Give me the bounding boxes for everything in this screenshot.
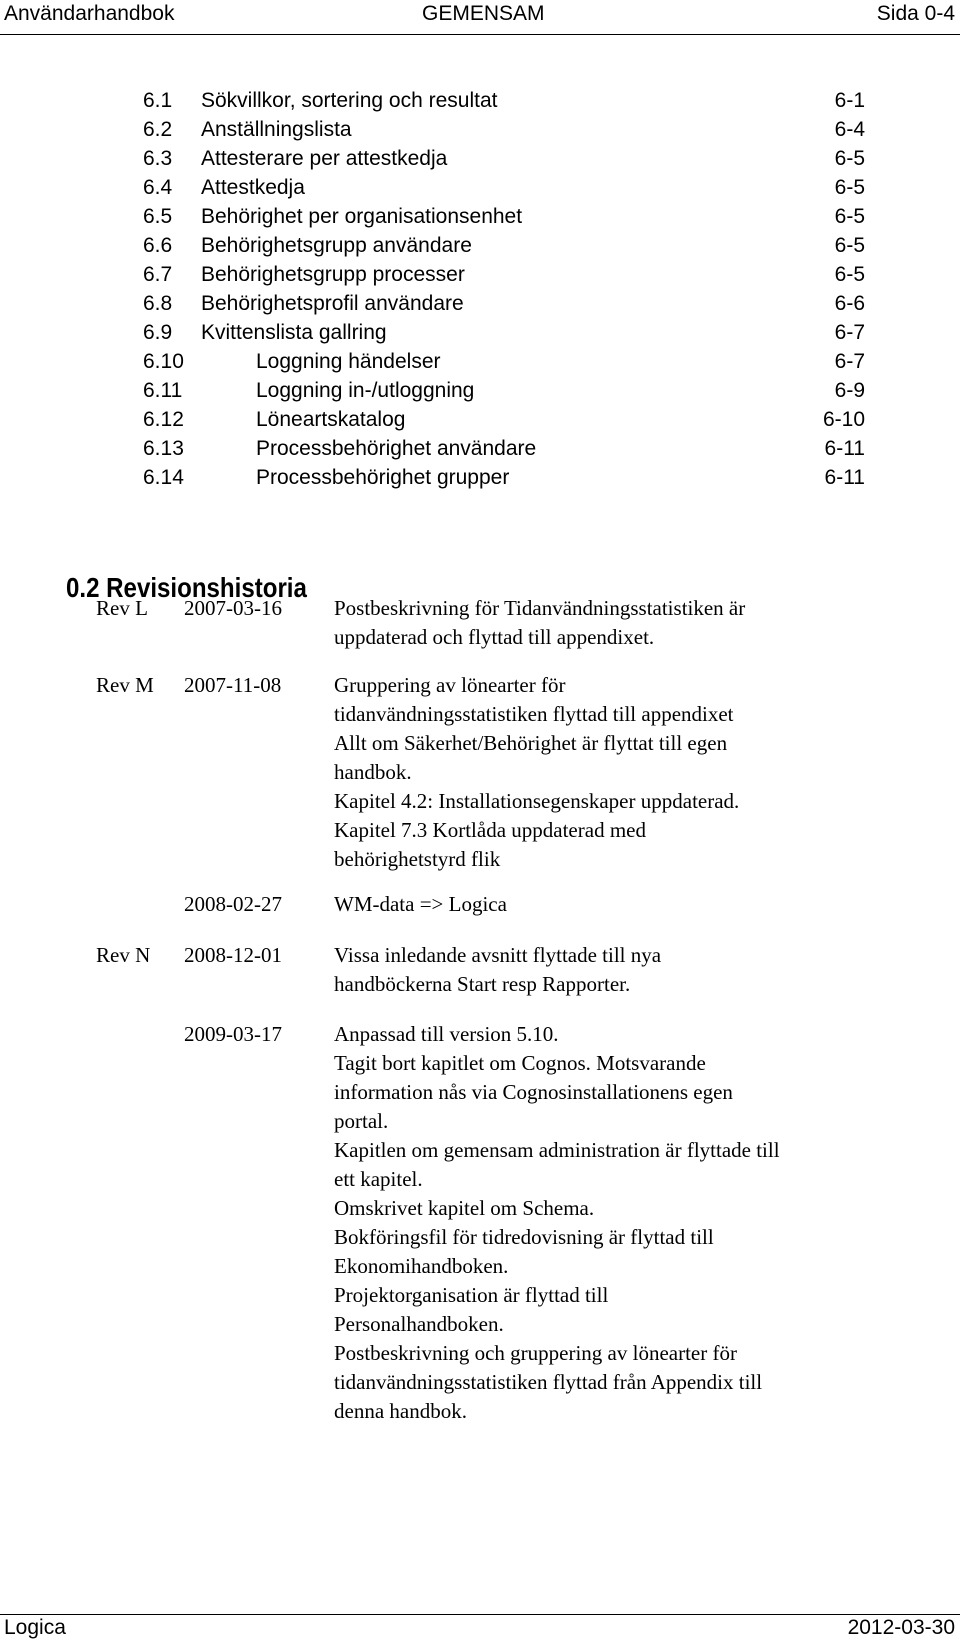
toc-entry-page: 6-5: [834, 234, 865, 257]
table-of-contents: [0, 86, 960, 492]
revision-date: 2009-03-17: [184, 1022, 282, 1046]
toc-entry-page: 6-5: [834, 205, 865, 228]
toc-entry-number: 6.14: [143, 466, 184, 489]
revision-description-line: WM-data => Logica: [334, 892, 507, 916]
toc-entry-number: 6.4: [143, 176, 173, 199]
toc-entry-title: Loggning händelser: [256, 350, 441, 373]
toc-entry-number: 6.10: [143, 350, 184, 373]
toc-entry-title: Behörighetsprofil användare: [201, 292, 464, 315]
toc-entry[interactable]: [0, 405, 960, 434]
revision-description-line: information nås via Cognosinstallationens egen: [334, 1080, 733, 1104]
revision-description-line: Tagit bort kapitlet om Cognos. Motsvarande: [334, 1051, 706, 1075]
revision-description-line: Ekonomihandboken.: [334, 1254, 509, 1278]
toc-entry-number: 6.13: [143, 437, 184, 460]
revision-description-line: Vissa inledande avsnitt flyttade till nya: [334, 943, 662, 967]
toc-entry[interactable]: [0, 260, 960, 289]
revision-description-line: behörighetstyrd flik: [334, 847, 501, 871]
header-page-number: Sida 0-4: [876, 2, 955, 25]
toc-entry[interactable]: [0, 115, 960, 144]
revision-description: [334, 671, 874, 874]
toc-entry[interactable]: [0, 173, 960, 202]
toc-entry-number: 6.9: [143, 321, 173, 344]
toc-entry-number: 6.7: [143, 263, 173, 286]
toc-entry[interactable]: [0, 434, 960, 463]
revision-description-line: Kapitlen om gemensam administration är flyttade till: [334, 1138, 780, 1162]
toc-entry[interactable]: [0, 376, 960, 405]
revision-date: 2008-02-27: [184, 892, 282, 916]
toc-entry-page: 6-11: [824, 437, 865, 460]
toc-entry-title: Attesterare per attestkedja: [201, 147, 448, 170]
toc-entry[interactable]: [0, 144, 960, 173]
revision-label: Rev L: [96, 596, 148, 620]
revision-description-line: uppdaterad och flyttad till appendixet.: [334, 625, 655, 649]
revision-description-line: Bokföringsfil för tidredovisning är flyttad till: [334, 1225, 714, 1249]
toc-entry-title: Processbehörighet användare: [256, 437, 537, 460]
header-divider: [0, 34, 960, 35]
toc-entry-number: 6.8: [143, 292, 173, 315]
footer-date: 2012-03-30: [847, 1616, 955, 1639]
footer-divider: [0, 1614, 960, 1615]
footer-company: Logica: [4, 1616, 66, 1639]
revision-description-line: tidanvändningsstatistiken flyttad till appendixet: [334, 702, 734, 726]
toc-entry-title: Löneartskatalog: [256, 408, 406, 431]
revision-label: Rev M: [96, 673, 154, 697]
revision-description-line: denna handbok.: [334, 1399, 467, 1423]
revision-description: [334, 1020, 874, 1426]
revision-history-heading: 0.2 Revisionshistoria: [66, 572, 307, 603]
revision-description-line: Personalhandboken.: [334, 1312, 504, 1336]
toc-entry-page: 6-7: [834, 321, 865, 344]
toc-entry-number: 6.6: [143, 234, 173, 257]
toc-entry-title: Kvittenslista gallring: [201, 321, 387, 344]
revision-description-line: tidanvändningsstatistiken flyttad från Appendix till: [334, 1370, 763, 1394]
toc-entry-number: 6.3: [143, 147, 173, 170]
toc-entry-page: 6-7: [834, 350, 865, 373]
revision-label: Rev N: [96, 943, 151, 967]
toc-entry-page: 6-6: [834, 292, 865, 315]
revision-description-line: handbok.: [334, 760, 412, 784]
revision-description-line: Gruppering av lönearter för: [334, 673, 566, 697]
revision-description-line: Kapitel 7.3 Kortlåda uppdaterad med: [334, 818, 646, 842]
revision-description-line: ett kapitel.: [334, 1167, 423, 1191]
toc-entry-number: 6.2: [143, 118, 173, 141]
revision-date: 2007-11-08: [184, 673, 282, 697]
toc-entry-page: 6-5: [834, 263, 865, 286]
revision-description: [334, 594, 874, 652]
toc-entry-number: 6.12: [143, 408, 184, 431]
toc-entry-title: Loggning in-/utloggning: [256, 379, 475, 402]
toc-entry[interactable]: [0, 318, 960, 347]
toc-entry-page: 6-4: [834, 118, 865, 141]
revision-date: 2007-03-16: [184, 596, 282, 620]
toc-entry-page: 6-1: [834, 89, 865, 112]
toc-entry-title: Behörighetsgrupp användare: [201, 234, 472, 257]
toc-entry-page: 6-5: [834, 147, 865, 170]
toc-entry-title: Attestkedja: [201, 176, 305, 199]
toc-entry-title: Sökvillkor, sortering och resultat: [201, 89, 498, 112]
toc-entry[interactable]: [0, 289, 960, 318]
toc-entry[interactable]: [0, 202, 960, 231]
toc-entry-title: Anställningslista: [201, 118, 352, 141]
toc-entry-title: Processbehörighet grupper: [256, 466, 510, 489]
revision-description-line: Allt om Säkerhet/Behörighet är flyttat till egen: [334, 731, 728, 755]
toc-entry-page: 6-5: [834, 176, 865, 199]
revision-description-line: Projektorganisation är flyttad till: [334, 1283, 609, 1307]
revision-description-line: Postbeskrivning för Tidanvändningsstatistiken är: [334, 596, 746, 620]
toc-entry-page: 6-9: [834, 379, 865, 402]
toc-entry-title: Behörighet per organisationsenhet: [201, 205, 523, 228]
revision-description: [334, 941, 874, 999]
toc-entry[interactable]: [0, 86, 960, 115]
toc-entry-page: 6-10: [822, 408, 865, 431]
revision-description-line: Kapitel 4.2: Installationsegenskaper uppdaterad.: [334, 789, 740, 813]
revision-date: 2008-12-01: [184, 943, 282, 967]
revision-description-line: portal.: [334, 1109, 389, 1133]
page-header: [0, 0, 960, 36]
header-document-title: Användarhandbok: [4, 2, 175, 25]
toc-entry-title: Behörighetsgrupp processer: [201, 263, 465, 286]
revision-description: [334, 890, 874, 919]
toc-entry[interactable]: [0, 347, 960, 376]
toc-entry-number: 6.11: [143, 379, 183, 402]
toc-entry[interactable]: [0, 463, 960, 492]
toc-entry[interactable]: [0, 231, 960, 260]
header-section-name: GEMENSAM: [422, 2, 545, 25]
revision-description-line: handböckerna Start resp Rapporter.: [334, 972, 631, 996]
revision-description-line: Postbeskrivning och gruppering av lönearter för: [334, 1341, 737, 1365]
revision-description-line: Omskrivet kapitel om Schema.: [334, 1196, 595, 1220]
toc-entry-number: 6.1: [143, 89, 173, 112]
toc-entry-number: 6.5: [143, 205, 173, 228]
toc-entry-page: 6-11: [824, 466, 865, 489]
revision-description-line: Anpassad till version 5.10.: [334, 1022, 559, 1046]
